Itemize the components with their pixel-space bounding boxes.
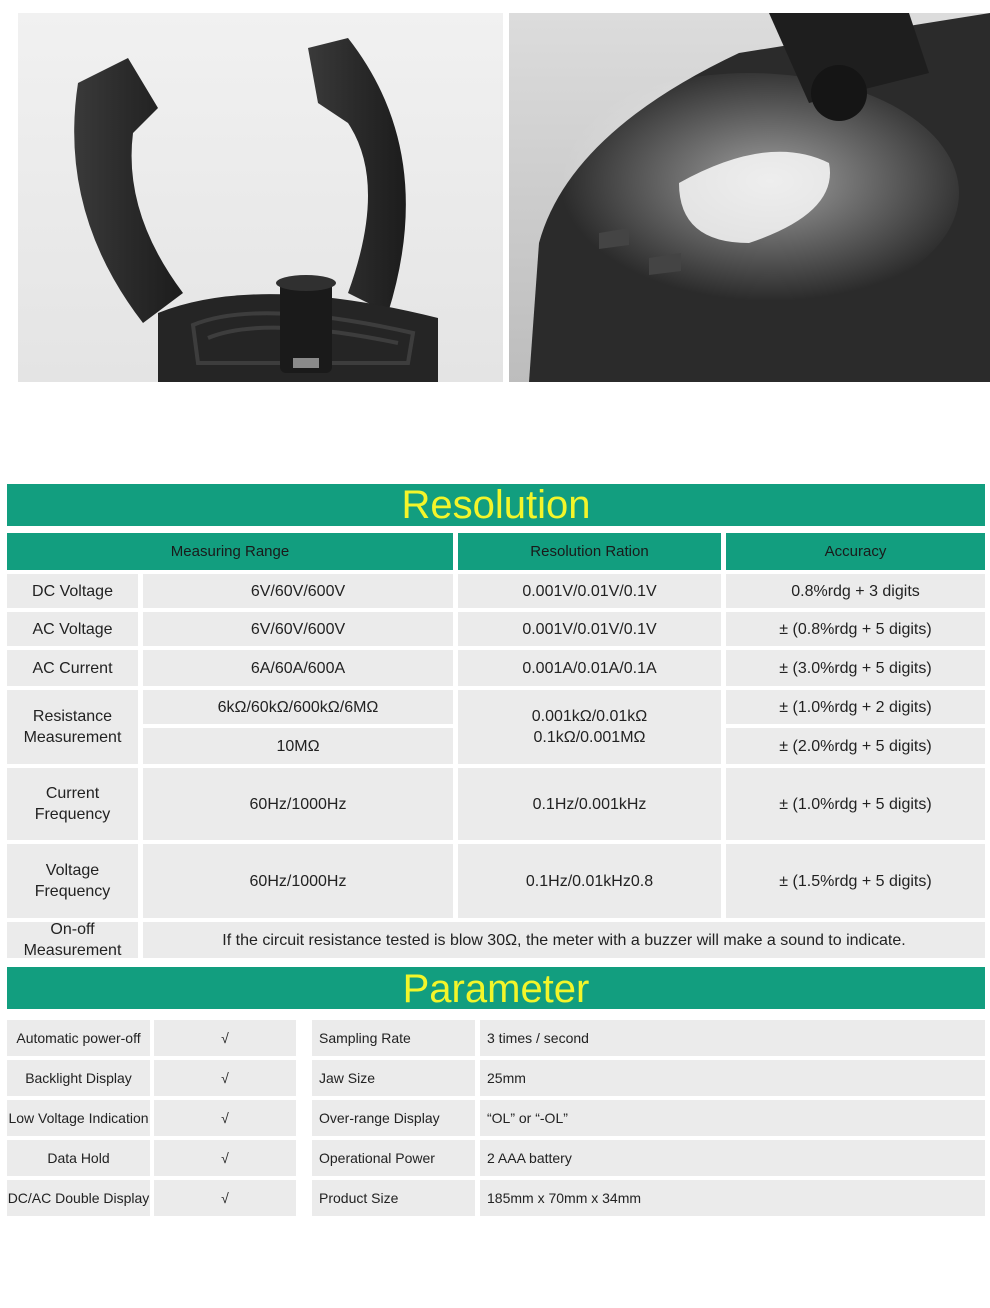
spec-label: Operational Power (312, 1140, 475, 1176)
checkmark-icon: √ (154, 1020, 296, 1056)
feature-label: Automatic power-off (7, 1020, 150, 1056)
resistance-accuracy-2: ± (2.0%rdg + 5 digits) (726, 728, 985, 764)
spec-value: 2 AAA battery (480, 1140, 985, 1176)
spec-label: Sampling Rate (312, 1020, 475, 1056)
current-frequency-resolution: 0.1Hz/0.001kHz (458, 768, 721, 840)
row-label-current-frequency (7, 768, 138, 840)
clamp-flashlight-closeup-photo (509, 13, 990, 382)
resistance-accuracy-1: ± (1.0%rdg + 2 digits) (726, 690, 985, 724)
resistance-label-line1: Resistance (32, 708, 113, 725)
dc-voltage-resolution: 0.001V/0.01V/0.1V (458, 574, 721, 608)
row-label-ac-voltage: AC Voltage (7, 612, 138, 646)
checkmark-icon: √ (154, 1140, 296, 1176)
current-frequency-label-line1: Current (45, 785, 100, 802)
clamp-jaws-open-photo (18, 13, 503, 382)
voltage-frequency-resolution: 0.1Hz/0.01kHz0.8 (458, 844, 721, 918)
feature-label: Data Hold (7, 1140, 150, 1176)
header-measuring-range: Measuring Range (7, 533, 453, 570)
feature-label: Low Voltage Indication (7, 1100, 150, 1136)
spec-value: 3 times / second (480, 1020, 985, 1056)
ac-voltage-range: 6V/60V/600V (143, 612, 453, 646)
ac-voltage-resolution: 0.001V/0.01V/0.1V (458, 612, 721, 646)
voltage-frequency-label-line1: Voltage (45, 862, 100, 879)
ac-current-range: 6A/60A/600A (143, 650, 453, 686)
voltage-frequency-accuracy: ± (1.5%rdg + 5 digits) (726, 844, 985, 918)
checkmark-icon: √ (154, 1060, 296, 1096)
resistance-resolution-line1: 0.001kΩ/0.01kΩ (531, 708, 648, 725)
current-frequency-range: 60Hz/1000Hz (143, 768, 453, 840)
dc-voltage-accuracy: 0.8%rdg + 3 digits (726, 574, 985, 608)
resistance-resolution-line2: 0.1kΩ/0.001MΩ (533, 729, 646, 746)
on-off-label-line2: Measurement (23, 942, 122, 959)
feature-label: Backlight Display (7, 1060, 150, 1096)
checkmark-icon: √ (154, 1100, 296, 1136)
feature-label: DC/AC Double Display (7, 1180, 150, 1216)
voltage-frequency-range: 60Hz/1000Hz (143, 844, 453, 918)
spec-label: Over-range Display (312, 1100, 475, 1136)
on-off-label-line1: On-off (50, 921, 95, 938)
row-label-voltage-frequency (7, 844, 138, 918)
resolution-title: Resolution (7, 484, 985, 526)
spec-label: Product Size (312, 1180, 475, 1216)
row-label-on-off (7, 922, 138, 958)
spec-value: “OL” or “-OL” (480, 1100, 985, 1136)
current-frequency-accuracy: ± (1.0%rdg + 5 digits) (726, 768, 985, 840)
row-label-ac-current: AC Current (7, 650, 138, 686)
current-frequency-label-line2: Frequency (34, 806, 111, 823)
spec-label: Jaw Size (312, 1060, 475, 1096)
header-accuracy: Accuracy (726, 533, 985, 570)
dc-voltage-range: 6V/60V/600V (143, 574, 453, 608)
spec-value: 25mm (480, 1060, 985, 1096)
resistance-range-2: 10MΩ (143, 728, 453, 764)
voltage-frequency-label-line2: Frequency (34, 883, 111, 900)
row-label-resistance (7, 690, 138, 764)
checkmark-icon: √ (154, 1180, 296, 1216)
row-label-dc-voltage: DC Voltage (7, 574, 138, 608)
resistance-label-line2: Measurement (23, 729, 122, 746)
ac-current-resolution: 0.001A/0.01A/0.1A (458, 650, 721, 686)
spec-value: 185mm x 70mm x 34mm (480, 1180, 985, 1216)
header-resolution-ration: Resolution Ration (458, 533, 721, 570)
resistance-resolution (458, 690, 721, 764)
resistance-range-1: 6kΩ/60kΩ/600kΩ/6MΩ (143, 690, 453, 724)
ac-current-accuracy: ± (3.0%rdg + 5 digits) (726, 650, 985, 686)
on-off-note: If the circuit resistance tested is blow 30Ω, the meter with a buzzer will make a sound to indicate. (143, 922, 985, 958)
ac-voltage-accuracy: ± (0.8%rdg + 5 digits) (726, 612, 985, 646)
parameter-title: Parameter (7, 967, 985, 1009)
